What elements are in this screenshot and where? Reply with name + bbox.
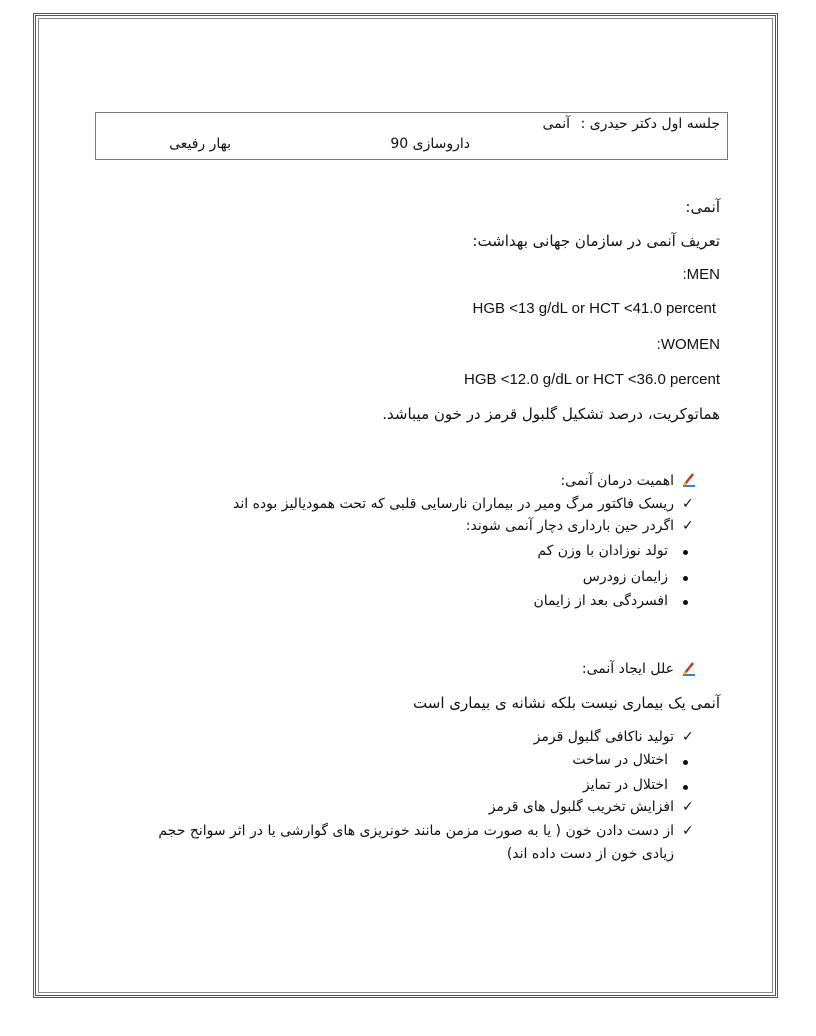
- importance-item-2: اگردر حین بارداری دچار آنمی شوند:: [465, 518, 674, 534]
- importance-subitem-1: تولد نوزادان با وزن کم: [537, 543, 668, 559]
- hct-definition: هماتوکریت، درصد تشکیل گلبول قرمز در خون میباشد.: [382, 405, 720, 423]
- check-icon: ✓: [682, 729, 694, 745]
- causes-item-3-line-1: از دست دادن خون ( یا به صورت مزمن مانند خونریزی های گوارشی یا در اثر سوانح حجم: [158, 823, 674, 839]
- causes-subitem-2: اختلال در تمایز: [582, 777, 668, 793]
- importance-heading: اهمیت درمان آنمی:: [560, 473, 674, 489]
- causes-item-1: تولید ناکافی گلبول قرمز: [533, 729, 674, 745]
- women-value: HGB <12.0 g/dL or HCT <36.0 percent: [464, 371, 720, 388]
- men-label: :MEN: [682, 266, 720, 283]
- bullet-icon: [683, 600, 688, 605]
- pen-icon: [681, 661, 697, 677]
- causes-subitem-1: اختلال در ساخت: [572, 752, 668, 768]
- check-icon: ✓: [682, 496, 694, 512]
- importance-subitem-3: افسردگی بعد از زایمان: [533, 593, 668, 609]
- men-value: HGB <13 g/dL or HCT <41.0 percent: [472, 300, 716, 317]
- section-title-anemia: آنمی:: [685, 198, 720, 216]
- bullet-icon: [683, 550, 688, 555]
- header-topic: آنمی: [542, 116, 570, 132]
- pen-icon: [681, 472, 697, 488]
- importance-item-1: ریسک فاکتور مرگ ومیر در بیماران نارسایی قلبی که تحت همودیالیز بوده اند: [233, 496, 674, 512]
- header-course: داروسازی 90: [390, 136, 470, 152]
- check-icon: ✓: [682, 823, 694, 839]
- check-icon: ✓: [682, 799, 694, 815]
- header-author: بهار رفیعی: [169, 136, 231, 152]
- header-session: جلسه اول دکتر حیدری :: [580, 116, 720, 132]
- bullet-icon: [683, 576, 688, 581]
- bullet-icon: [683, 785, 688, 790]
- causes-item-3-line-2: زیادی خون از دست داده اند): [506, 846, 674, 862]
- causes-item-2: افزایش تخریب گلبول های قرمز: [488, 799, 674, 815]
- bullet-icon: [683, 760, 688, 765]
- women-label: :WOMEN: [656, 336, 720, 353]
- check-icon: ✓: [682, 518, 694, 534]
- causes-heading: علل ایجاد آنمی:: [581, 661, 674, 677]
- who-definition: تعریف آنمی در سازمان جهانی بهداشت:: [472, 232, 720, 250]
- causes-statement: آنمی یک بیماری نیست بلکه نشانه ی بیماری است: [413, 694, 720, 712]
- importance-subitem-2: زایمان زودرس: [582, 569, 668, 585]
